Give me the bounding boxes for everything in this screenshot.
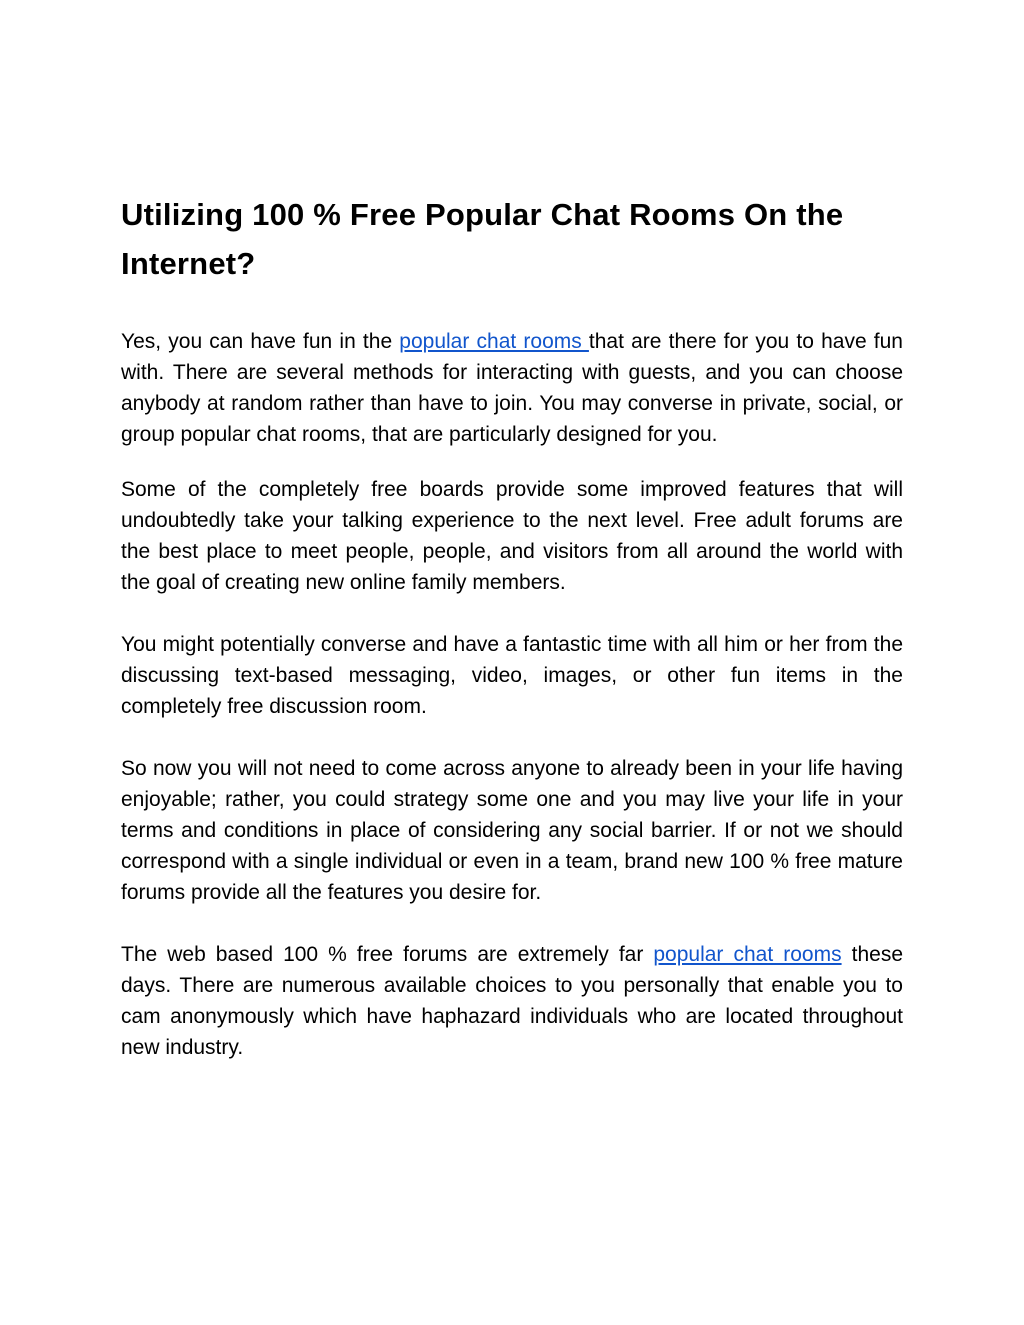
popular-chat-rooms-link-2[interactable]: popular chat rooms xyxy=(653,943,842,966)
paragraph-1 xyxy=(121,326,903,450)
paragraph-1-text-before: Yes, you can have fun in the xyxy=(121,330,400,353)
document-body xyxy=(121,190,903,1063)
paragraph-5 xyxy=(121,939,903,1063)
paragraph-1-text-after: that are there for you to have fun with. There are several methods for interacting with guests, and you can choose anybody at random rather than have to join. You may converse in private, social, or group popular chat rooms, that are particularly designed for you. xyxy=(121,330,903,446)
document-title: Utilizing 100 % Free Popular Chat Rooms On the Internet? xyxy=(121,197,844,281)
paragraph-4: So now you will not need to come across anyone to already been in your life having enjoyable; rather, you could strategy some one and you may live your life in your terms and conditions in place of considering any social barrier. If or not we should correspond with a single individual or even in a team, brand new 100 % free mature forums provide all the features you desire for. xyxy=(121,757,903,904)
paragraph-2: Some of the completely free boards provide some improved features that will undoubtedly take your talking experience to the next level. Free adult forums are the best place to meet people, people, and visitors from all around the world with the goal of creating new online family members. xyxy=(121,478,903,594)
paragraph-5-text-after: these days. There are numerous available choices to you personally that enable you to cam anonymously which have haphazard individuals who are located throughout new industry. xyxy=(121,943,903,1059)
paragraph-3: You might potentially converse and have a fantastic time with all him or her from the discussing text-based messaging, video, images, or other fun items in the completely free discussion room. xyxy=(121,633,903,718)
paragraph-5-text-before: The web based 100 % free forums are extremely far xyxy=(121,943,654,966)
popular-chat-rooms-link-1[interactable]: popular chat rooms xyxy=(399,330,589,353)
